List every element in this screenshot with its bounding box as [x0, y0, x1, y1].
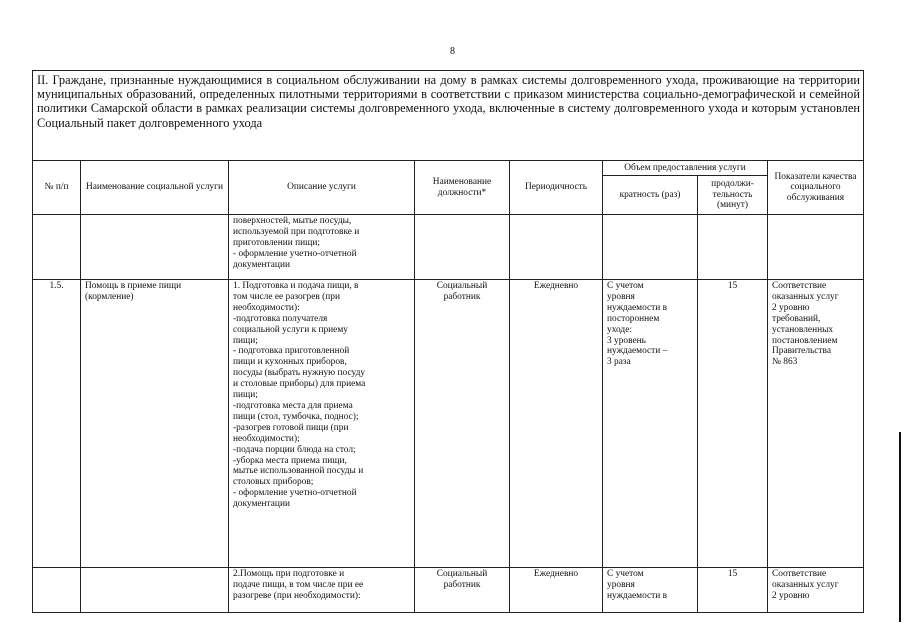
- services-table: [32, 70, 864, 613]
- row-quality: [768, 280, 864, 568]
- multiplicity-line: уровня: [607, 291, 635, 302]
- description-line: 2.Помощь при подготовке и: [233, 569, 345, 579]
- description-line: 1. Подготовка и подача пищи, в: [233, 281, 359, 291]
- description-line: пищи;: [233, 390, 258, 401]
- scan-margin-line: [899, 432, 901, 622]
- header-duration: продолжи-тельность (минут): [698, 176, 768, 215]
- row-num: [33, 568, 81, 613]
- row-periodicity: Ежедневно: [510, 568, 603, 613]
- description-line: необходимости):: [233, 302, 300, 313]
- row-position: [415, 215, 510, 280]
- header-volume: Объем предоставления услуги: [603, 161, 768, 176]
- row-description: [229, 568, 415, 613]
- header-multiplicity: кратность (раз): [603, 176, 698, 215]
- multiplicity-line: уходе:: [607, 324, 632, 335]
- description-line: -подача порции блюда на стол;: [233, 444, 356, 455]
- header-periodicity: Периодичность: [510, 161, 603, 215]
- description-line: необходимости);: [233, 433, 300, 444]
- description-line: том числе ее разогрев (при: [233, 291, 340, 302]
- quality-line: оказанных услуг: [772, 291, 839, 302]
- row-description: [229, 280, 415, 568]
- quality-line: Соответствие: [772, 281, 827, 291]
- quality-line: Правительства: [772, 346, 831, 357]
- description-line: документации: [233, 259, 290, 270]
- description-line: пищи и кухонных приборов,: [233, 357, 347, 368]
- description-line: разогреве (при необходимости):: [233, 590, 361, 601]
- quality-line: 2 уровню: [772, 302, 810, 313]
- description-line: поверхностей, мытье посуды,: [233, 216, 352, 226]
- table-row: [33, 280, 864, 568]
- description-line: -подготовка получателя: [233, 313, 328, 324]
- header-position: Наименование должности*: [415, 161, 510, 215]
- quality-line: оказанных услуг: [772, 579, 839, 590]
- description-line: посуды (выбрать нужную посуду: [233, 368, 366, 379]
- header-description: Описание услуги: [229, 161, 415, 215]
- description-line: приготовлении пищи;: [233, 237, 320, 248]
- description-line: -подготовка места для приема: [233, 400, 353, 411]
- description-line: и столовые приборы) для приема: [233, 379, 366, 390]
- row-multiplicity: [603, 215, 698, 280]
- row-num: [33, 215, 81, 280]
- section-heading-row: [33, 71, 864, 161]
- description-line: столовых приборов;: [233, 477, 314, 488]
- section-heading: II. Граждане, признанные нуждающимися в социальном обслуживании на дому в рамках системы долговременного ухода, проживающие на территории муниципальных образований, определенных пилотными территориями в соответствии с приказом министерства социально-демографической и семейной политики Самарской области в рамках реализации системы долговременного ухода, включенные в систему долговременного ухода и которым установлен Социальный пакет долговременного ухода: [33, 71, 864, 161]
- row-periodicity: [510, 215, 603, 280]
- row-duration: [698, 215, 768, 280]
- table-row: [33, 215, 864, 280]
- description-line: пищи (стол, тумбочка, поднос);: [233, 411, 359, 422]
- description-line: пищи;: [233, 335, 258, 346]
- multiplicity-line: С учетом: [607, 281, 644, 291]
- multiplicity-line: 3 раза: [607, 357, 631, 368]
- quality-line: Соответствие: [772, 569, 827, 579]
- multiplicity-line: нуждаемости –: [607, 346, 668, 357]
- row-position: Социальный работник: [415, 568, 510, 613]
- description-line: социальной услуги к приему: [233, 324, 348, 335]
- quality-line: установленных: [772, 324, 834, 335]
- row-position: Социальный работник: [415, 280, 510, 568]
- table-row: [33, 568, 864, 613]
- description-line: - оформление учетно-отчетной: [233, 488, 357, 499]
- row-duration: 15: [698, 568, 768, 613]
- quality-line: требований,: [772, 313, 821, 324]
- multiplicity-line: нуждаемости в: [607, 302, 668, 313]
- description-line: подаче пищи, в том числе при ее: [233, 579, 364, 590]
- row-quality: [768, 568, 864, 613]
- description-line: - оформление учетно-отчетной: [233, 248, 357, 259]
- row-multiplicity: [603, 568, 698, 613]
- header-service-name: Наименование социальной услуги: [81, 161, 229, 215]
- description-line: - подготовка приготовленной: [233, 346, 350, 357]
- row-periodicity: Ежедневно: [510, 280, 603, 568]
- row-num: 1.5.: [33, 280, 81, 568]
- page-number: 8: [450, 46, 455, 57]
- multiplicity-line: постороннем: [607, 313, 660, 324]
- row-description: [229, 215, 415, 280]
- quality-line: постановлением: [772, 335, 838, 346]
- multiplicity-line: нуждаемости в: [607, 590, 668, 601]
- row-service-name: [81, 215, 229, 280]
- multiplicity-line: С учетом: [607, 569, 644, 579]
- description-line: используемой при подготовке и: [233, 226, 360, 237]
- quality-line: 2 уровню: [772, 590, 810, 601]
- multiplicity-line: уровня: [607, 579, 635, 590]
- header-quality: Показатели качества социального обслуживания: [768, 161, 864, 215]
- header-row-1: [33, 161, 864, 176]
- header-num: № п/п: [33, 161, 81, 215]
- row-duration: 15: [698, 280, 768, 568]
- description-line: -разогрев готовой пищи (при: [233, 422, 349, 433]
- quality-line: № 863: [772, 357, 798, 368]
- multiplicity-line: 3 уровень: [607, 335, 646, 346]
- description-line: мытье использованной посуды и: [233, 466, 364, 477]
- description-line: документации: [233, 499, 290, 510]
- row-multiplicity: [603, 280, 698, 568]
- description-line: -уборка места приема пищи,: [233, 455, 347, 466]
- row-service-name: [81, 568, 229, 613]
- row-quality: [768, 215, 864, 280]
- row-service-name: Помощь в приеме пищи (кормление): [81, 280, 229, 568]
